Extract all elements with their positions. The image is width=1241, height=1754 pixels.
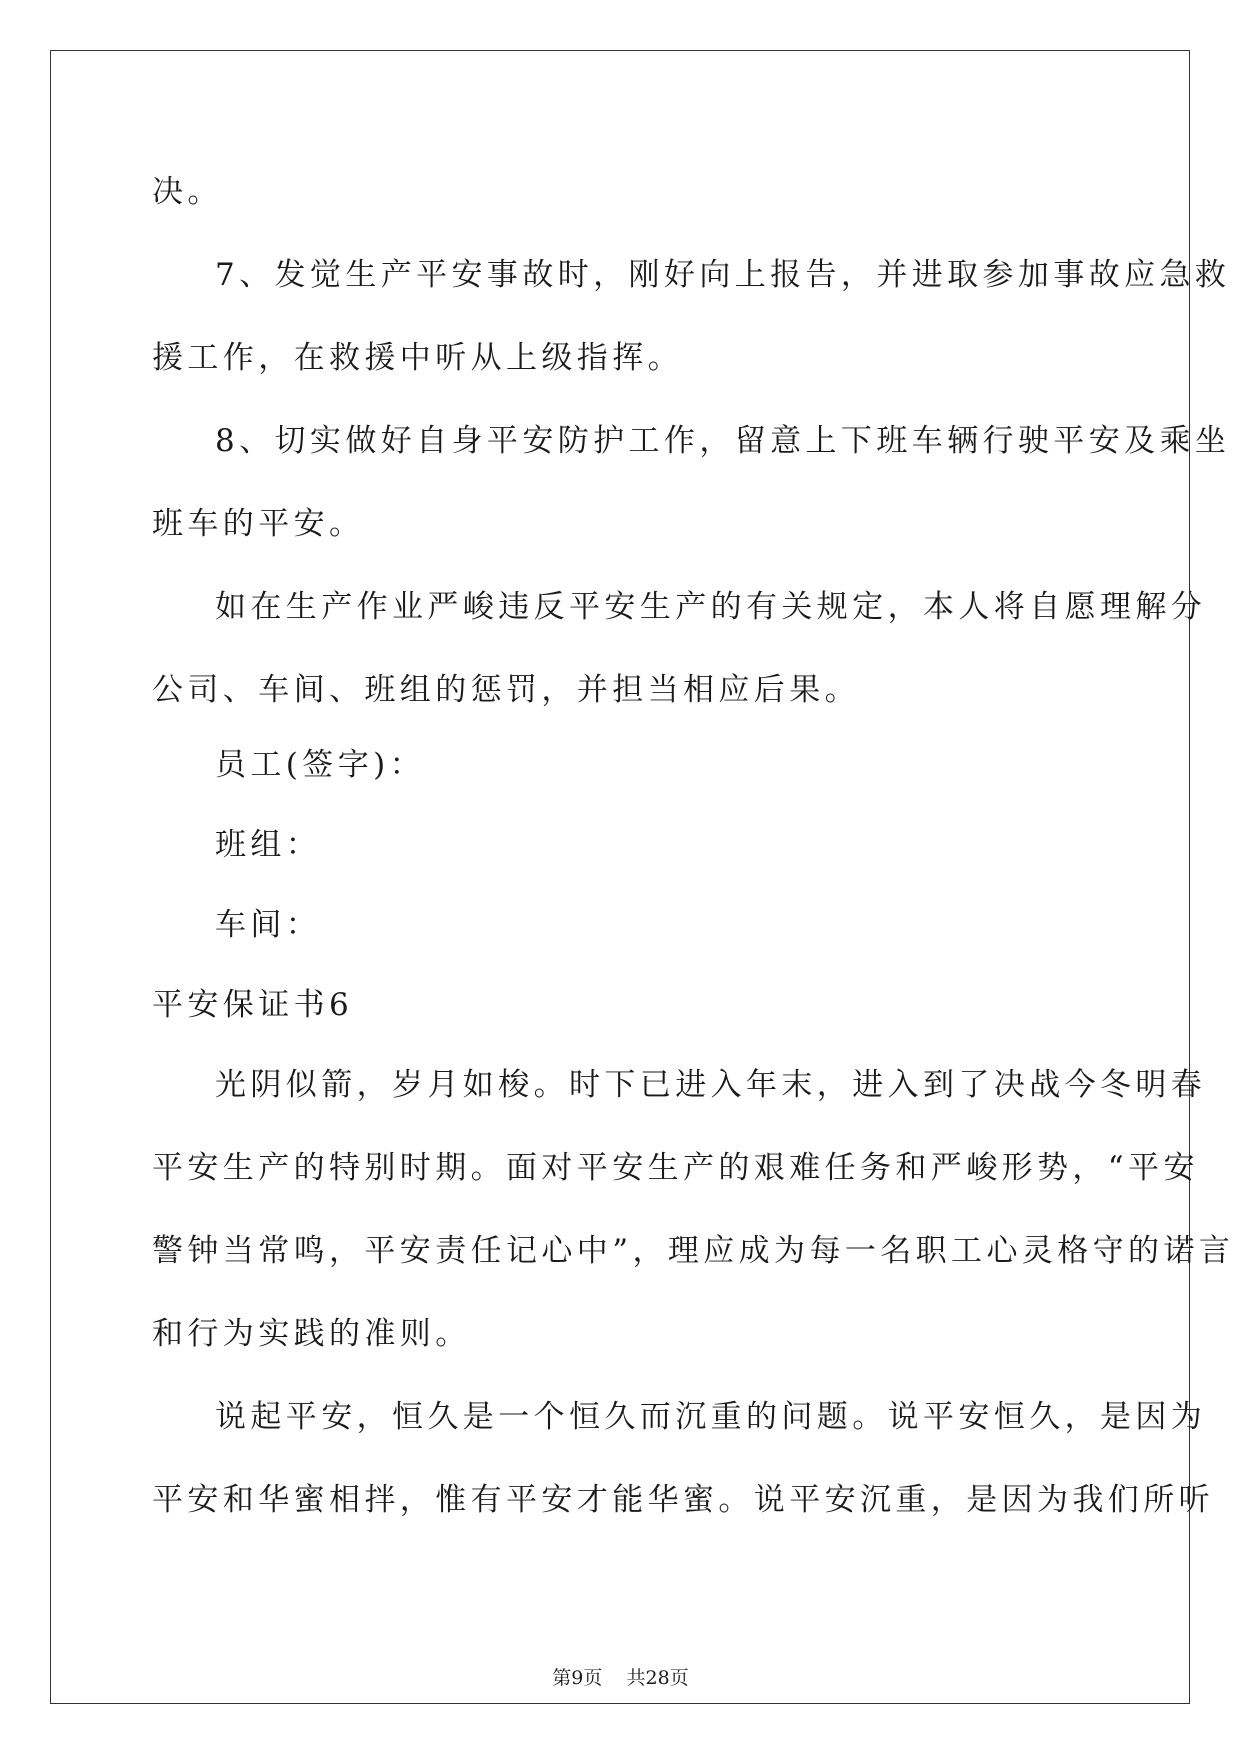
text-line: 援工作，在救援中听从上级指挥。 [152,340,683,376]
text-line: 班车的平安。 [152,506,365,542]
text-line: 平安和华蜜相拌，惟有平安才能华蜜。说平安沉重，是因为我们所听 [152,1482,1214,1518]
text-line: 平安生产的特别时期。面对平安生产的艰难任务和严峻形势，“平安 [152,1150,1199,1186]
page-number-footer: 第9页 共28页 [552,1667,689,1689]
text-line: 公司、车间、班组的惩罚，并担当相应后果。 [152,672,860,708]
signature-workshop-label: 车间： [215,907,322,943]
paragraph-line: 7、发觉生产平安事故时，刚好向上报告，并进取参加事故应急救 [215,257,1231,293]
paragraph-line: 说起平安，恒久是一个恒久而沉重的问题。说平安恒久，是因为 [215,1399,1207,1435]
paragraph-line: 8、切实做好自身平安防护工作，留意上下班车辆行驶平安及乘坐 [215,423,1231,459]
paragraph-line: 光阴似箭，岁月如梭。时下已进入年末，进入到了决战今冬明春 [215,1067,1207,1103]
page-border [50,50,1190,1704]
section-heading: 平安保证书6 [152,987,354,1023]
signature-team-label: 班组： [215,827,322,863]
text-line: 和行为实践的准则。 [152,1316,471,1352]
text-line: 警钟当常鸣，平安责任记心中”，理应成为每一名职工心灵格守的诺言 [152,1233,1235,1269]
paragraph-line: 如在生产作业严峻违反平安生产的有关规定，本人将自愿理解分 [215,589,1207,625]
text-line: 决。 [152,174,223,210]
signature-employee-label: 员工(签字)： [215,747,425,783]
